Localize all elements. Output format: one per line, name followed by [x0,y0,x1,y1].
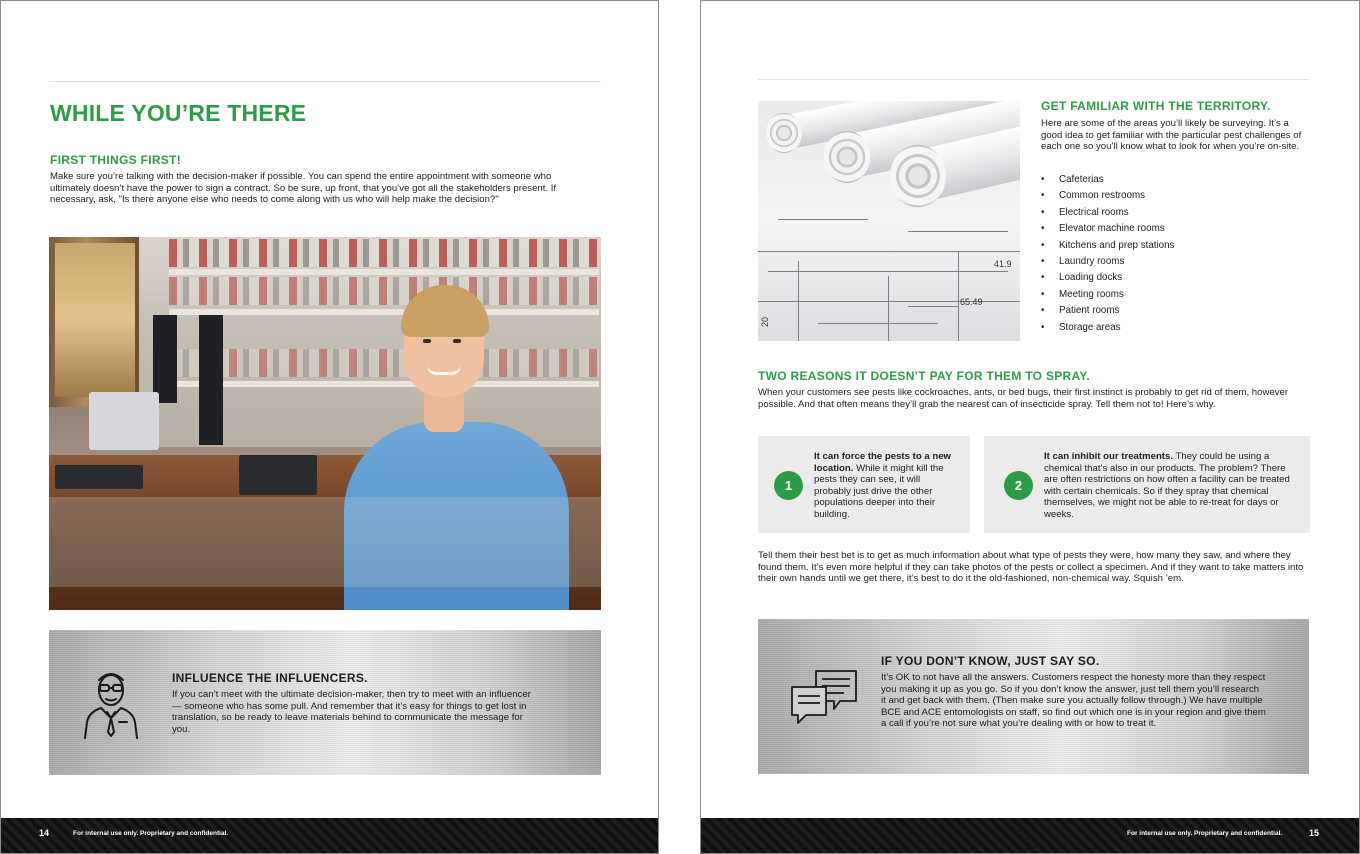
reason-number-badge: 1 [774,471,803,500]
section-body-territory: Here are some of the areas you’ll likely be surveying. It’s a good idea to get familiar with the particular pest challenges of each one so you’ll know what to look for when you’re on-site. [1041,118,1302,153]
reason-card-2 [984,436,1310,533]
list-item: • Storage areas [1041,322,1174,338]
areas-list [1041,174,1174,338]
top-rule [758,79,1309,80]
list-item: • Loading docks [1041,272,1174,288]
list-item: • Cafeterias [1041,174,1174,190]
list-item: • Common restrooms [1041,190,1174,206]
reason-detail: While it might kill the pests they can see, it will probably just drive the other populations deeper into their building. [814,462,944,520]
reason-text [814,451,956,521]
reason-detail: They could be using a chemical that’s also in our products. The problem? There are often restrictions on how often a facility can be treated with certain chemicals. So if they spray that chemical themselves, we might not be able to re-treat for days or weeks. [1044,451,1290,520]
page-number: 15 [1309,828,1320,838]
photo-monitor [153,315,177,403]
callout-dont-know [758,619,1309,774]
section-title-first-things: FIRST THINGS FIRST! [50,153,182,167]
blueprint-label: 41.9 [994,259,1012,269]
section-title-spray: TWO REASONS IT DOESN’T PAY FOR THEM TO SPRAY. [758,369,1090,383]
businessman-icon [81,666,141,742]
chat-bubbles-icon [788,667,860,725]
reason-lead: It can inhibit our treatments. [1044,451,1173,462]
photo-window [49,237,141,407]
reason-number-badge: 2 [1004,471,1033,500]
list-item: • Elevator machine rooms [1041,223,1174,239]
list-item: • Meeting rooms [1041,289,1174,305]
footer-note: For internal use only. Proprietary and confidential. [73,830,229,837]
list-item: • Patient rooms [1041,305,1174,321]
blueprint-photo [758,101,1020,341]
section-body-first-things: Make sure you’re talking with the decision-maker if possible. You can spend the entire appointment with someone who ultimately doesn’t have the power to sign a contract. So be sure, up front, that you’ve got all the stakeholders present. If necessary, ask, "Is there anyone else who needs to come along with us who will help make the decision?" [50,171,557,206]
blueprint-label: 65.49 [960,297,983,307]
callout-title: INFLUENCE THE INFLUENCERS. [172,671,368,685]
page-15 [700,0,1360,854]
list-item: • Laundry rooms [1041,256,1174,272]
blueprint-label: 20 [760,316,771,328]
list-item: • Kitchens and prep stations [1041,240,1174,256]
reason-lead: It can force the pests to a new location. [814,451,952,474]
section-title-territory: GET FAMILIAR WITH THE TERRITORY. [1041,99,1271,113]
photo-printer [89,392,159,450]
callout-influencers [49,630,601,775]
page-14 [0,0,659,854]
footer-note: For internal use only. Proprietary and confidential. [1127,830,1283,837]
page-number: 14 [39,828,50,838]
list-item: • Electrical rooms [1041,207,1174,223]
reason-text [1044,451,1300,521]
receptionist-photo [49,237,601,610]
callout-body: If you can’t meet with the ultimate decision-maker, then try to meet with an influencer — someone who has some pull. And remember that it’s easy for things to get lost in translation, so be ready to leave materials behind to communicate the message for you. [172,689,531,735]
callout-title: IF YOU DON’T KNOW, JUST SAY SO. [881,654,1100,668]
spray-followup: Tell them their best bet is to get as much information about what type of pests they were, how many they saw, and where they found them. It’s even more helpful if they can take photos of the pests or collect a specimen. And if they want to take matters into their own hands until we get there, it’s best to do it the old-fashioned, non-chemical way. Squish ’em. [758,550,1304,585]
callout-body: It’s OK to not have all the answers. Customers respect the honesty more than they respect you making it up as you go. So if you don’t know the answer, just tell them you’ll research it and get back with them. (Then make sure you actually follow through.) We have multiple BCE and ACE entomologists on staff, so find out which one is in your region and give them a call if you’re not sure what you’re dealing with or how to treat it. [881,672,1266,730]
section-body-spray: When your customers see pests like cockroaches, ants, or bed bugs, their first instinct is probably to get rid of them, however possible. And that often means they’ll grab the nearest can of insecticide spray. Tell them not to! Here’s why. [758,387,1289,410]
photo-keyboard [239,455,317,495]
reason-card-1 [758,436,970,533]
blueprint-roll [766,113,802,153]
top-rule [49,81,601,82]
page-heading: WHILE YOU’RE THERE [50,100,307,126]
